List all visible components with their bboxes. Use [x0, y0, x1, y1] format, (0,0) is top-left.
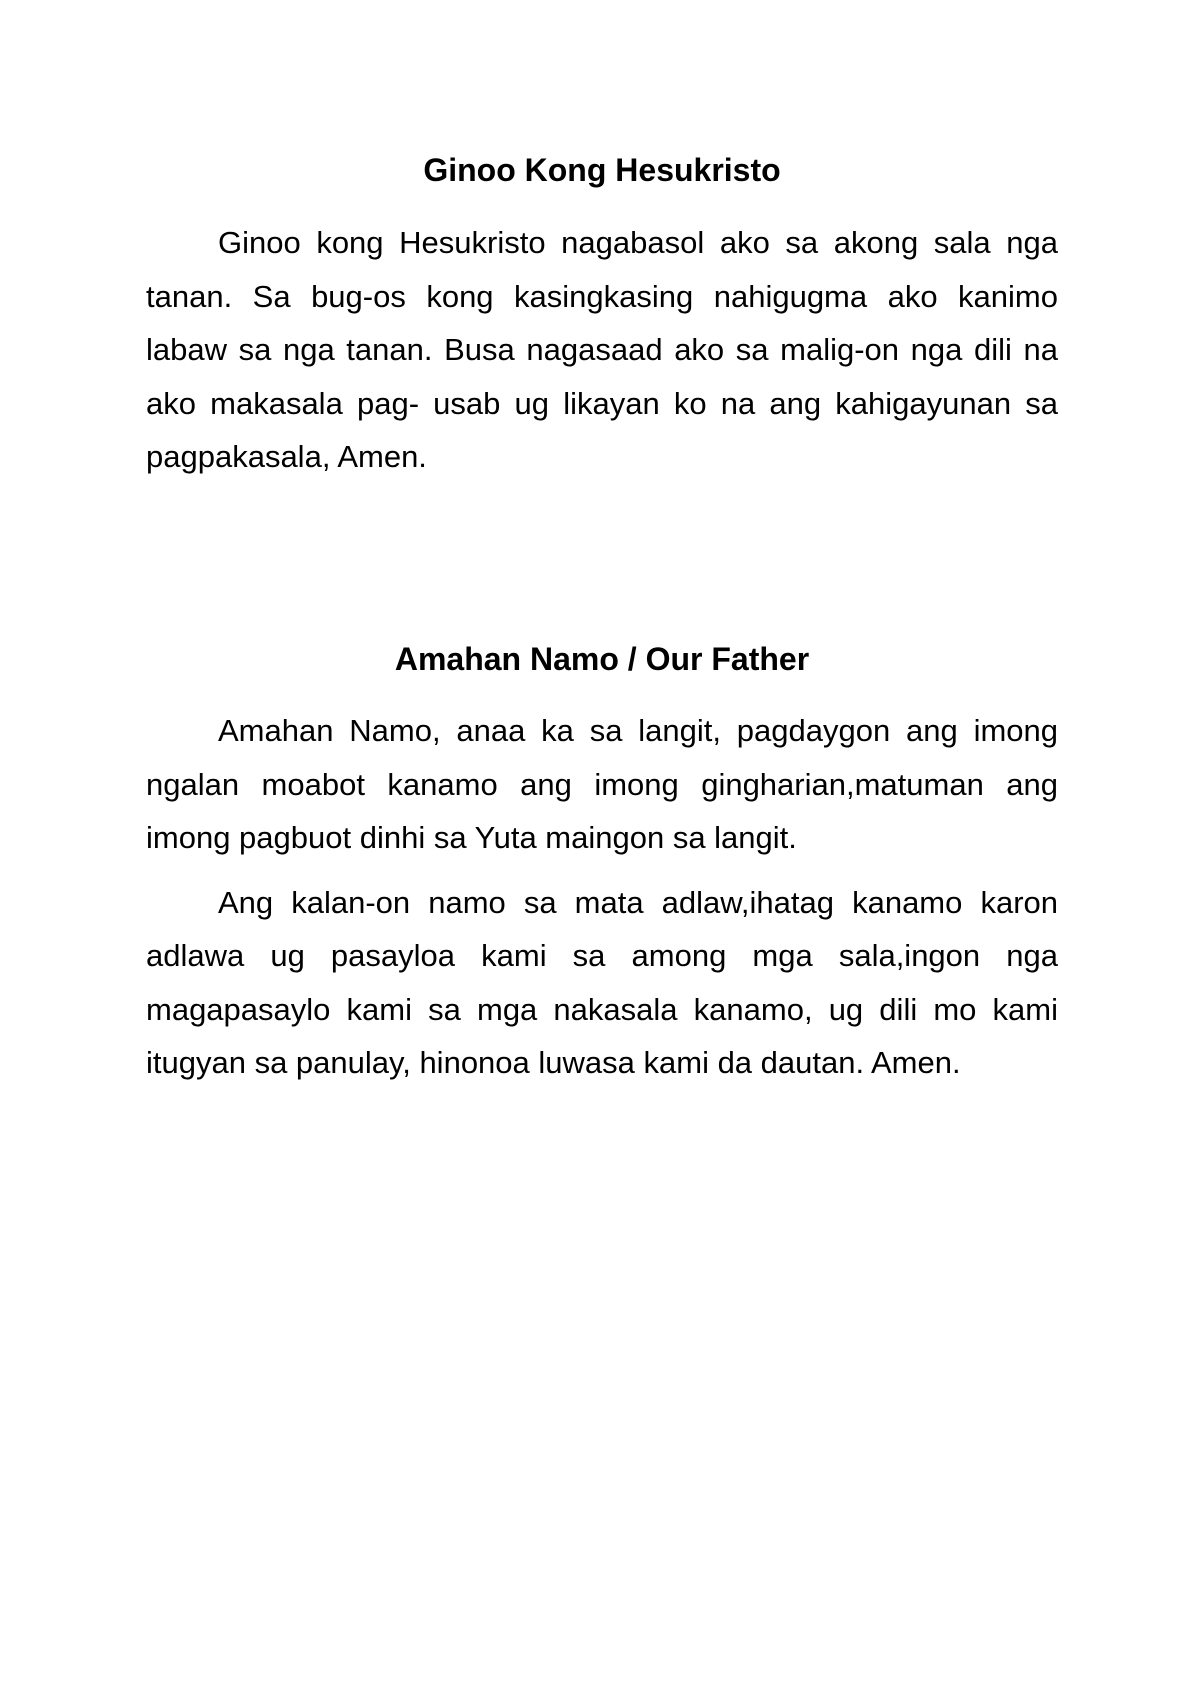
prayer-amahan-namo	[146, 637, 1058, 1090]
prayer-title: Ginoo Kong Hesukristo	[423, 152, 781, 188]
prayer-title: Amahan Namo / Our Father	[394, 641, 810, 677]
prayer-paragraph: Ginoo kong Hesukristo nagabasol ako sa akong sala nga tanan. Sa bug-os kong kasingkasing nahigugma ako kanimo labaw sa nga tanan. Busa nagasaad ako sa malig-on nga dili na ako makasala pag- usab ug likayan ko na ang kahigayunan sa pagpakasala, Amen.	[146, 225, 1058, 474]
prayer-ginoo-kong-hesukristo	[146, 148, 1058, 484]
prayer-paragraph: Ang kalan-on namo sa mata adlaw,ihatag kanamo karon adlawa ug pasayloa kami sa among mga sala,ingon nga magapasaylo kami sa mga nakasala kanamo, ug dili mo kami itugyan sa panulay, hinonoa luwasa kami da dautan. Amen.	[146, 884, 1058, 1080]
prayer-paragraph: Amahan Namo, anaa ka sa langit, pagdaygon ang imong ngalan moabot kanamo ang imong gingharian,matuman ang imong pagbuot dinhi sa Yuta maingon sa langit.	[146, 713, 1058, 855]
